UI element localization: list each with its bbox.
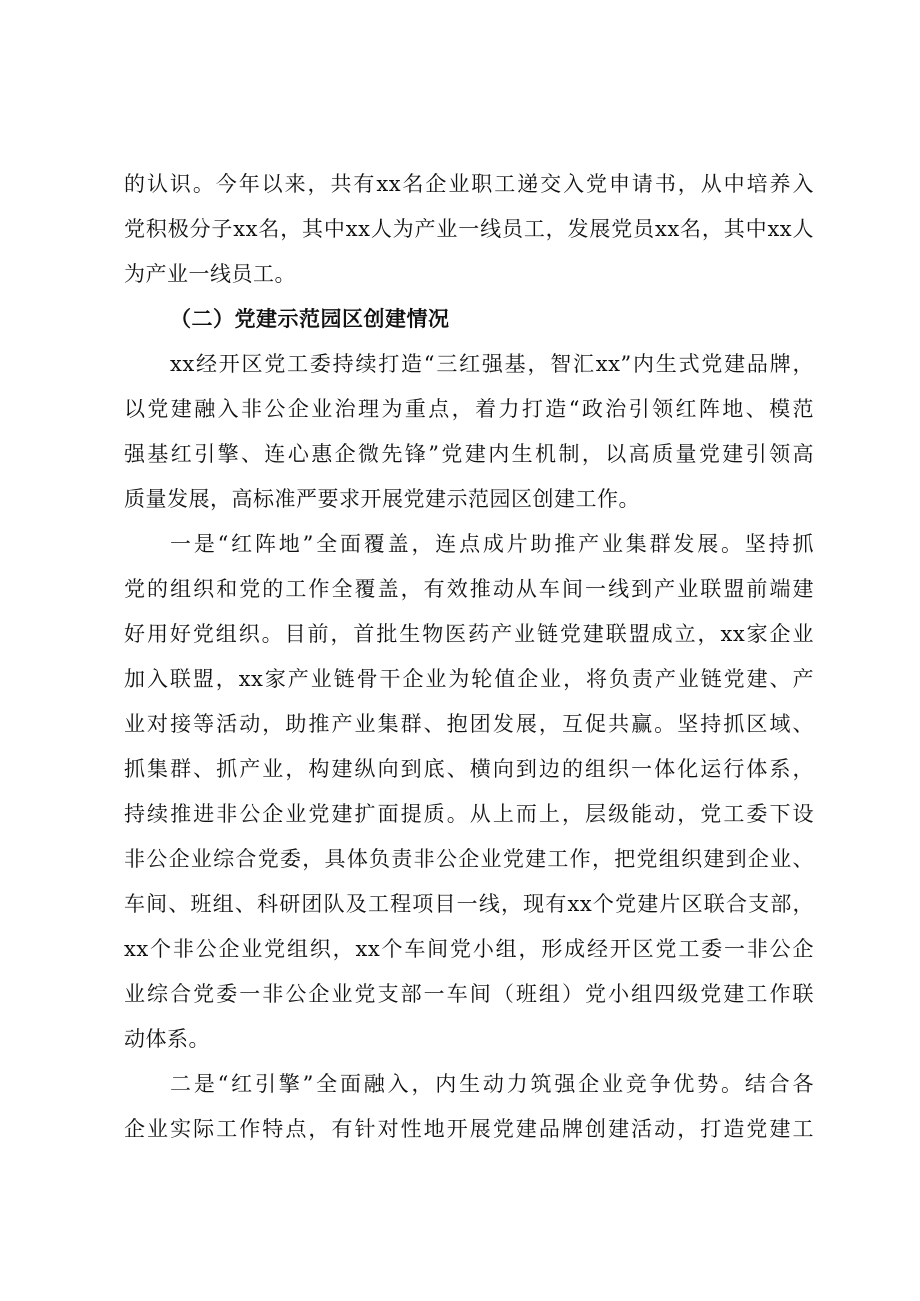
paragraph-3-line-1: 一是“红阵地”全面覆盖，连点成片助推产业集群发展。坚持抓 <box>170 532 814 556</box>
paragraph-3-line-2: 党的组织和党的工作全覆盖，有效推动从车间一线到产业联盟前端建 <box>124 577 814 601</box>
paragraph-2-line-4: 质量发展，高标准严要求开展党建示范园区创建工作。 <box>124 487 640 511</box>
paragraph-3-line-9: 车间、班组、科研团队及工程项目一线，现有xx个党建片区联合支部， <box>124 892 814 916</box>
paragraph-2-line-3: 强基红引擎、连心惠企微先锋”党建内生机制，以高质量党建引领高 <box>124 442 814 466</box>
paragraph-1-line-2: 党积极分子xx名，其中xx人为产业一线员工，发展党员xx名，其中xx人 <box>124 217 814 241</box>
paragraph-4-line-2: 企业实际工作特点，有针对性地开展党建品牌创建活动，打造党建工 <box>124 1117 814 1141</box>
paragraph-3-line-7: 持续推进非公企业党建扩面提质。从上而上，层级能动，党工委下设 <box>124 802 814 826</box>
paragraph-1-line-3: 为产业一线员工。 <box>124 262 296 286</box>
paragraph-3-line-5: 业对接等活动，助推产业集群、抱团发展，互促共赢。坚持抓区域、 <box>124 712 814 736</box>
paragraph-2-line-1: xx经开区党工委持续打造“三红强基，智汇xx”内生式党建品牌， <box>170 352 814 376</box>
paragraph-3-line-10: xx个非公企业党组织，xx个车间党小组，形成经开区党工委一非公企 <box>124 937 814 961</box>
paragraph-3-line-8: 非公企业综合党委，具体负责非公企业党建工作，把党组织建到企业、 <box>124 847 814 871</box>
paragraph-1-line-1: 的认识。今年以来，共有xx名企业职工递交入党申请书，从中培养入 <box>124 172 814 196</box>
paragraph-2-line-2: 以党建融入非公企业治理为重点，着力打造“政治引领红阵地、模范 <box>124 397 814 421</box>
paragraph-3-line-12: 动体系。 <box>124 1027 210 1051</box>
paragraph-4-line-1: 二是“红引擎”全面融入，内生动力筑强企业竞争优势。结合各 <box>170 1072 814 1096</box>
paragraph-3-line-11: 业综合党委一非公企业党支部一车间（班组）党小组四级党建工作联 <box>124 982 814 1006</box>
paragraph-3-line-4: 加入联盟，xx家产业链骨干企业为轮值企业，将负责产业链党建、产 <box>124 667 814 691</box>
section-heading: （二）党建示范园区创建情况 <box>170 306 450 331</box>
paragraph-3-line-6: 抓集群、抓产业，构建纵向到底、横向到边的组织一体化运行体系， <box>124 757 814 781</box>
paragraph-3-line-3: 好用好党组织。目前，首批生物医药产业链党建联盟成立，xx家企业 <box>124 622 814 646</box>
